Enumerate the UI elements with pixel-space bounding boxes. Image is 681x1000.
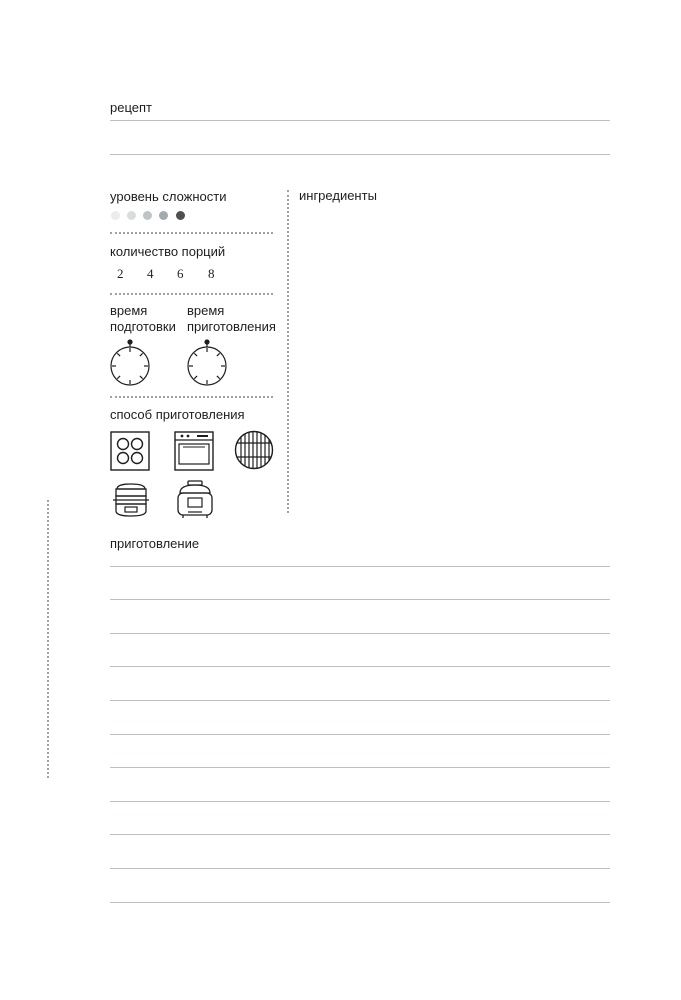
difficulty-dot-5[interactable] <box>176 211 185 220</box>
preparation-line[interactable] <box>110 666 610 667</box>
recipe-title-label: рецепт <box>110 100 152 115</box>
ingredients-label: ингредиенты <box>299 188 377 203</box>
difficulty-label: уровень сложности <box>110 189 227 204</box>
prep-time-label-2: подготовки <box>110 319 176 334</box>
preparation-label: приготовление <box>110 536 200 551</box>
preparation-line[interactable] <box>110 902 610 903</box>
difficulty-dot-4[interactable] <box>159 211 168 220</box>
preparation-line[interactable] <box>110 834 610 835</box>
cook-time-label-2: приготовления <box>187 319 276 334</box>
serving-option-8[interactable]: 8 <box>208 266 215 281</box>
cook-time-label-1: время <box>187 303 225 318</box>
preparation-line[interactable] <box>110 700 610 701</box>
preparation-line[interactable] <box>110 599 610 600</box>
serving-option-6[interactable]: 6 <box>177 266 184 281</box>
serving-option-4[interactable]: 4 <box>147 266 154 281</box>
section-divider <box>110 293 273 295</box>
preparation-line[interactable] <box>110 868 610 869</box>
method-label: способ приготовления <box>110 407 245 422</box>
difficulty-dot-2[interactable] <box>127 211 136 220</box>
oven-icon[interactable] <box>174 431 214 471</box>
cook-timer-icon[interactable] <box>183 337 231 389</box>
prep-time-label-1: время <box>110 303 148 318</box>
steamer-icon[interactable] <box>112 483 150 519</box>
section-divider <box>110 232 273 234</box>
difficulty-dot-3[interactable] <box>143 211 152 220</box>
preparation-line[interactable] <box>110 734 610 735</box>
stovetop-icon[interactable] <box>110 431 150 471</box>
column-divider <box>287 190 289 513</box>
section-divider <box>110 396 273 398</box>
slow-cooker-icon[interactable] <box>175 480 215 520</box>
margin-fold-line <box>47 500 49 778</box>
serving-option-2[interactable]: 2 <box>117 266 124 281</box>
preparation-line[interactable] <box>110 566 610 567</box>
prep-timer-icon[interactable] <box>106 337 154 389</box>
preparation-line[interactable] <box>110 767 610 768</box>
grill-icon[interactable] <box>234 430 274 470</box>
recipe-title-line[interactable] <box>110 120 610 121</box>
difficulty-dot-1[interactable] <box>111 211 120 220</box>
servings-label: количество порций <box>110 244 226 259</box>
preparation-line[interactable] <box>110 633 610 634</box>
preparation-line[interactable] <box>110 801 610 802</box>
recipe-title-line-2[interactable] <box>110 154 610 155</box>
